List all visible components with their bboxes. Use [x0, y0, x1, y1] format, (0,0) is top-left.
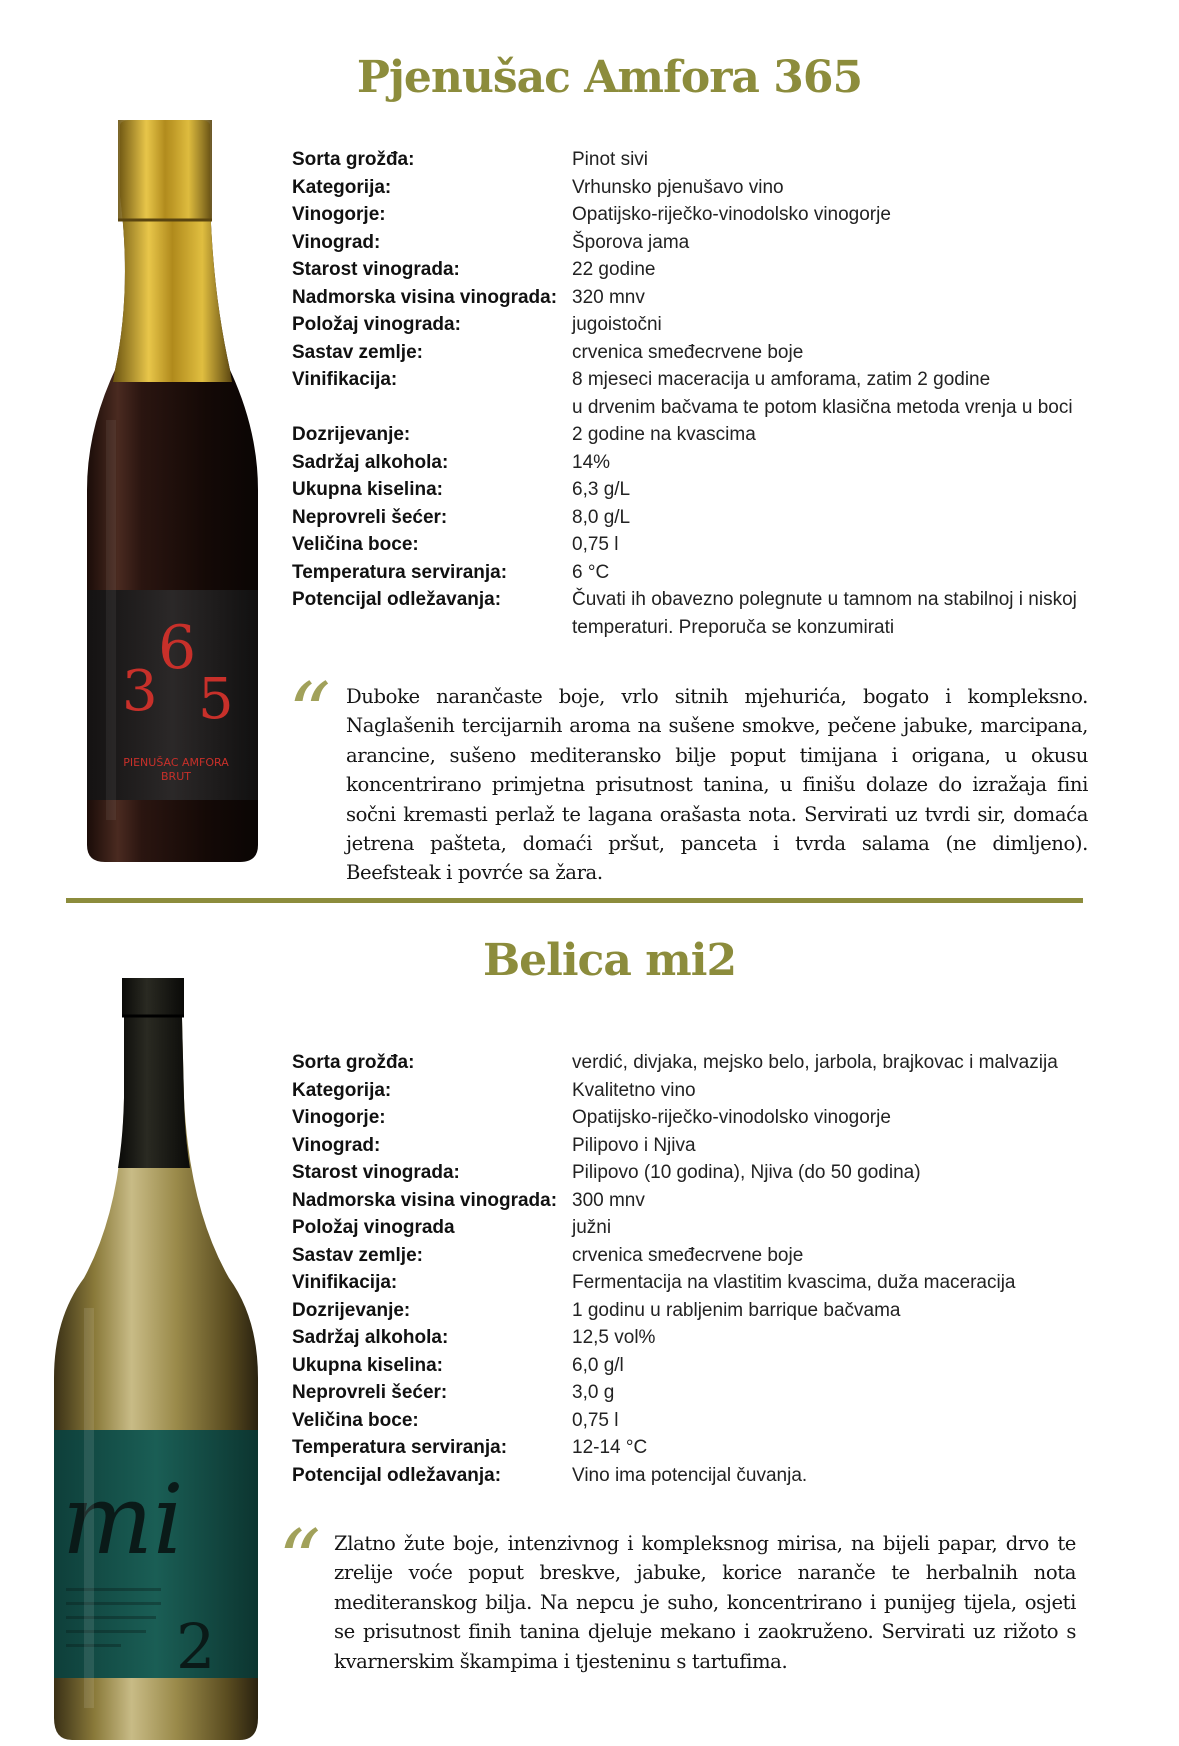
spec-value-line: 14%: [572, 451, 611, 473]
spec-label: Nadmorska visina vinograda:: [292, 286, 558, 308]
spec-value: [572, 311, 662, 339]
spec-row: [292, 284, 1112, 312]
spec-value-line: 12,5 vol%: [572, 1327, 656, 1348]
spec-value-line: Vrhunsko pjenušavo vino: [572, 176, 784, 198]
spec-row: [292, 1104, 1112, 1132]
spec-label: Sadržaj alkohola:: [292, 451, 449, 473]
spec-value-line: Šporova jama: [572, 231, 690, 253]
spec-value: [572, 1187, 645, 1215]
spec-value: [572, 504, 630, 532]
section-divider: [66, 898, 1083, 903]
wine2-description: Zlatno žute boje, intenzivnog i kompleksnog mirisa, na bijeli papar, drvo te zrelije voće poput breskve, jabuke, korice naranče te herbalnih nota mediteranskog bilja. Na nepcu je suho, koncentrirano i punijeg tijela, osjeti se prisutnost finih tanina djeluje mekano i zaokruženo. Servirati uz rižoto s kvarnerskim škampima i tjesteninu s tartufima.: [334, 1532, 1076, 1673]
spec-value-line: 22 godine: [572, 259, 656, 280]
label-digit-3: 3: [122, 659, 158, 724]
spec-value-line: 1 godinu u rabljenim barrique bačvama: [572, 1299, 901, 1321]
spec-value: [572, 1434, 647, 1462]
wine1-spec-table: [292, 146, 1112, 641]
spec-row: [292, 1187, 1112, 1215]
spec-label: Vinifikacija:: [292, 1272, 398, 1293]
spec-label: Vinifikacija:: [292, 369, 398, 390]
spec-label: Vinogorje:: [292, 1107, 386, 1128]
spec-row: [292, 559, 1112, 587]
spec-row: [292, 531, 1112, 559]
spec-value: [572, 366, 1073, 421]
spec-label: Vinograd:: [292, 1134, 381, 1156]
spec-value-line: 8,0 g/L: [572, 506, 631, 528]
wine1-description: Duboke narančaste boje, vrlo sitnih mjehurića, bogato i kompleksno. Naglašenih tercijarnih aroma na sušene smokve, pečene jabuke, marcipana, arancine, sušeno mediteransko bilje poput timijana i origana, u okusu koncentrirano primjetna prisutnost tanina, u finišu dolaze do izražaja fini sočni kremasti perlaž te lagana orašasta nota. Servirati uz tvrdi sir, domaća jetrena pašteta, domaći pršut, panceta i tvrda salama (ne dimljeno). Beefsteak i povrće sa žara.: [346, 685, 1088, 885]
spec-label: Sastav zemlje:: [292, 1244, 423, 1266]
spec-value-line: temperaturi. Preporuča se konzumirati: [572, 616, 895, 638]
spec-row: [292, 256, 1112, 284]
spec-row: [292, 1214, 1112, 1242]
spec-row: [292, 1324, 1112, 1352]
spec-value: [572, 1159, 921, 1187]
spec-row: [292, 1159, 1112, 1187]
spec-value-line: 6,3 g/L: [572, 479, 631, 500]
spec-value: [572, 476, 630, 504]
spec-value-line: Fermentacija na vlastitim kvascima, duža maceracija: [572, 1272, 1016, 1293]
spec-label: Sastav zemlje:: [292, 341, 423, 363]
spec-value: [572, 586, 1077, 641]
spec-value-line: 2 godine na kvascima: [572, 424, 756, 445]
spec-value-line: Čuvati ih obavezno polegnute u tamnom na stabilnoj i niskoj: [572, 589, 1077, 610]
spec-label: Položaj vinograda:: [292, 314, 461, 335]
spec-value: [572, 1269, 1016, 1297]
spec-row: [292, 1269, 1112, 1297]
spec-value-line: Vino ima potencijal čuvanja.: [572, 1464, 808, 1486]
spec-label: Kategorija:: [292, 1079, 392, 1101]
spec-row: [292, 229, 1112, 257]
spec-value-line: 3,0 g: [572, 1382, 615, 1403]
spec-value-line: crvenica smeđecrvene boje: [572, 341, 804, 363]
spec-row: [292, 476, 1112, 504]
spec-value-line: 0,75 l: [572, 534, 619, 555]
wine1-title: Pjenušac Amfora 365: [356, 52, 863, 103]
spec-row: [292, 201, 1112, 229]
spec-label: Veličina boce:: [292, 534, 419, 555]
spec-value: [572, 449, 610, 477]
spec-label: Vinograd:: [292, 231, 381, 253]
spec-value: [572, 256, 655, 284]
bottle-amfora-365-image: [80, 120, 265, 865]
spec-value: [572, 284, 645, 312]
spec-value-line: Pinot sivi: [572, 149, 649, 170]
spec-value: [572, 1242, 803, 1270]
spec-label: Sorta grožđa:: [292, 149, 415, 170]
spec-row: [292, 311, 1112, 339]
spec-label: Neprovreli šećer:: [292, 1382, 448, 1403]
spec-row: [292, 1077, 1112, 1105]
spec-value: [572, 201, 891, 229]
spec-row: [292, 421, 1112, 449]
spec-value-line: južni: [572, 1217, 612, 1238]
spec-value-line: Pilipovo (10 godina), Njiva (do 50 godina): [572, 1162, 921, 1183]
spec-value: [572, 1104, 891, 1132]
spec-value-line: Kvalitetno vino: [572, 1079, 696, 1101]
spec-row: [292, 1352, 1112, 1380]
spec-row: [292, 1297, 1112, 1325]
spec-value: [572, 1132, 696, 1160]
label-text-brut: BRUT: [161, 770, 191, 783]
spec-label: Sadržaj alkohola:: [292, 1327, 449, 1348]
spec-row: [292, 1132, 1112, 1160]
spec-row: [292, 1407, 1112, 1435]
spec-value-line: 320 mnv: [572, 286, 645, 308]
spec-row: [292, 1434, 1112, 1462]
spec-label: Ukupna kiselina:: [292, 479, 443, 500]
spec-label: Sorta grožđa:: [292, 1052, 415, 1073]
label-mi: mi: [62, 1464, 184, 1576]
spec-value: [572, 1352, 624, 1380]
spec-label: Položaj vinograda: [292, 1217, 455, 1238]
spec-label: Neprovreli šećer:: [292, 506, 448, 528]
spec-value-line: Opatijsko-riječko-vinodolsko vinogorje: [572, 204, 891, 225]
spec-value: [572, 1324, 655, 1352]
spec-label: Temperatura serviranja:: [292, 1437, 508, 1458]
spec-value-line: 6,0 g/l: [572, 1354, 624, 1376]
spec-value: [572, 1214, 611, 1242]
spec-row: [292, 1462, 1112, 1490]
spec-label: Vinogorje:: [292, 204, 386, 225]
spec-value: [572, 229, 689, 257]
spec-row: [292, 339, 1112, 367]
spec-value-line: Opatijsko-riječko-vinodolsko vinogorje: [572, 1107, 891, 1128]
spec-label: Kategorija:: [292, 176, 392, 198]
spec-value: [572, 339, 803, 367]
spec-value-line: jugoistočni: [572, 314, 662, 335]
spec-value: [572, 1407, 618, 1435]
spec-value-line: 0,75 l: [572, 1409, 619, 1431]
label-digit-6: 6: [158, 613, 197, 683]
bottle-belica-mi2-image: [44, 978, 269, 1743]
spec-value: [572, 421, 756, 449]
spec-value-line: Pilipovo i Njiva: [572, 1134, 696, 1156]
spec-value: [572, 1379, 614, 1407]
spec-value-line: 12-14 °C: [572, 1437, 648, 1458]
spec-value: [572, 1049, 1058, 1077]
spec-value-line: crvenica smeđecrvene boje: [572, 1244, 804, 1266]
spec-row: [292, 366, 1112, 421]
spec-value-line: verdić, divjaka, mejsko belo, jarbola, brajkovac i malvazija: [572, 1052, 1058, 1073]
spec-label: Temperatura serviranja:: [292, 561, 508, 583]
spec-row: [292, 174, 1112, 202]
spec-label: Dozrijevanje:: [292, 424, 411, 445]
label-2: 2: [176, 1610, 216, 1683]
spec-value: [572, 146, 648, 174]
wine1-quote-mark: “: [288, 665, 331, 763]
spec-value-line: 300 mnv: [572, 1189, 645, 1211]
spec-value-line: 8 mjeseci maceracija u amforama, zatim 2 godine: [572, 369, 991, 390]
spec-label: Dozrijevanje:: [292, 1299, 411, 1321]
spec-row: [292, 1049, 1112, 1077]
spec-row: [292, 586, 1112, 641]
spec-label: Starost vinograda:: [292, 259, 460, 280]
spec-label: Veličina boce:: [292, 1409, 419, 1431]
spec-row: [292, 146, 1112, 174]
spec-row: [292, 504, 1112, 532]
spec-value-line: 6 °C: [572, 561, 610, 583]
spec-row: [292, 449, 1112, 477]
wine2-quote-mark: “: [278, 1512, 321, 1610]
spec-label: Potencijal odležavanja:: [292, 589, 502, 610]
spec-value: [572, 1462, 807, 1490]
spec-value: [572, 531, 618, 559]
spec-value-line: u drvenim bačvama te potom klasična metoda vrenja u boci: [572, 396, 1073, 418]
spec-label: Ukupna kiselina:: [292, 1354, 443, 1376]
spec-value: [572, 1077, 696, 1105]
spec-label: Starost vinograda:: [292, 1162, 460, 1183]
spec-label: Potencijal odležavanja:: [292, 1464, 502, 1486]
label-digit-5: 5: [198, 667, 234, 732]
wine2-spec-table: [292, 1049, 1112, 1489]
spec-row: [292, 1379, 1112, 1407]
wine2-title: Belica mi2: [482, 935, 737, 986]
spec-value: [572, 1297, 900, 1325]
label-text-pjenusac: PIENUŠAC AMFORA: [123, 756, 229, 769]
spec-value: [572, 174, 784, 202]
spec-row: [292, 1242, 1112, 1270]
spec-value: [572, 559, 609, 587]
spec-label: Nadmorska visina vinograda:: [292, 1189, 558, 1211]
